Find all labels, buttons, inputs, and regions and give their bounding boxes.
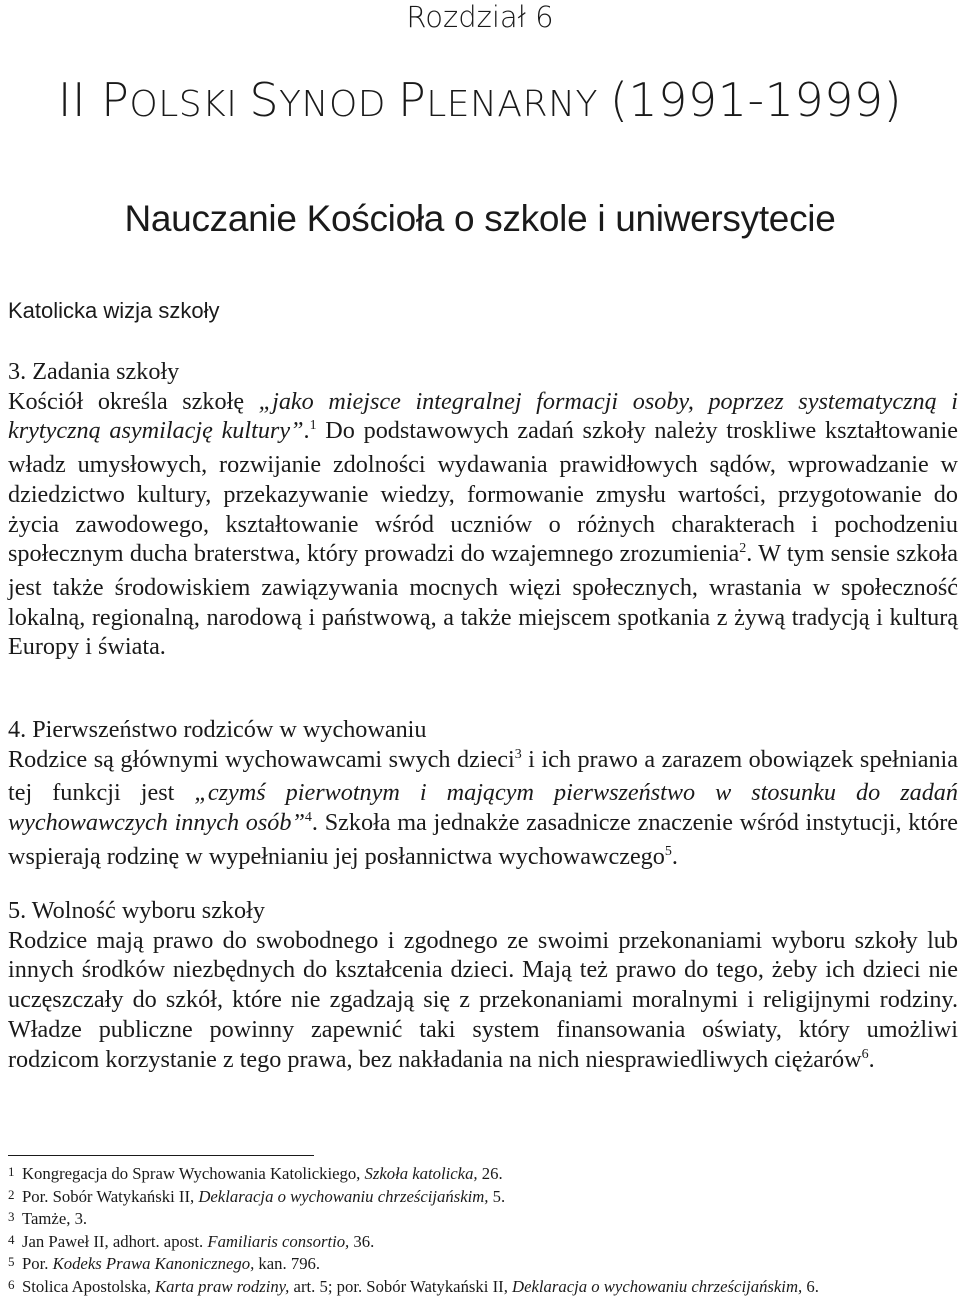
paragraph-text: Kościół określa szkołę — [8, 388, 259, 415]
footnote-title: Familiaris consortio, — [207, 1232, 349, 1251]
footnote-text: Por. — [22, 1254, 53, 1273]
footnote-text: 5. — [488, 1187, 505, 1206]
footnote-title: Szkoła katolicka, — [365, 1164, 478, 1183]
section-paragraph — [8, 745, 958, 876]
quote-text: „czymś pierwotnym i mającym pierwszeństwo w stosunku do zadań wychowawczych innych osób” — [8, 779, 958, 836]
chapter-title-part: II P — [58, 73, 130, 127]
footnote-text: art. 5; por. Sobór Watykański II, — [289, 1277, 512, 1296]
footnote-title: Deklaracja o wychowaniu chrześcijańskim, — [512, 1277, 802, 1296]
paragraph-text: Rodzice mają prawo do swobodnego i zgodnego ze swoimi przekonaniami wyboru szkoły lub innych środków niezbędnych do kształcenia dzieci. Mają też prawo do tego, żeby ich dzieci nie uczęszczały do szkół, które nie zgadzają się z przekonaniami moralnymi i religijnymi rodziny. Władze publiczne powinny zapewnić taki system finansowania oświaty, który umożliwi rodzicom korzystanie z tego prawa, bez nakładania na nich niesprawiedliwych ciężarów — [8, 927, 958, 1073]
section-heading: 4. Pierwszeństwo rodziców w wychowaniu — [8, 715, 958, 745]
section-paragraph — [8, 926, 958, 1079]
section-heading: 5. Wolność wyboru szkoły — [8, 896, 958, 926]
chapter-title-part: YNOD — [279, 84, 398, 125]
footnote-text: 26. — [478, 1164, 503, 1183]
chapter-title — [0, 70, 960, 135]
footnote-ref[interactable]: 3 — [515, 747, 522, 762]
section-5 — [8, 896, 958, 1078]
section-paragraph — [8, 387, 958, 662]
footnote-ref[interactable]: 1 — [310, 418, 317, 433]
footnote-title: Deklaracja o wychowaniu chrześcijańskim, — [198, 1187, 488, 1206]
section-heading: 3. Zadania szkoły — [8, 357, 958, 387]
paragraph-text: Do podstawowych zadań szkoły należy troskliwe kształtowanie władz umysłowych, rozwijanie zdolności wydawania prawidłowych sądów, wprowadzanie w dziedzictwo kultury, przekazywanie wiedzy, formowanie zmysłu wartości, przygotowanie do życia zawodowego, kształtowanie wśród uczniów o różnych charakterach i pochodzeniu społecznym ducha braterstwa, który prowadzi do wzajemnego zrozumienia — [8, 417, 958, 567]
section-title: Nauczanie Kościoła o szkole i uniwersytecie — [0, 195, 960, 243]
section-3 — [8, 357, 958, 662]
chapter-title-part: LENARNY — [426, 84, 610, 125]
footnote-divider — [8, 1155, 314, 1156]
footnote-ref[interactable]: 4 — [305, 810, 312, 825]
footnotes — [8, 1163, 960, 1298]
footnote-number: 2 — [8, 1184, 22, 1206]
paragraph-text: . W tym sensie szkoła jest także środowiskiem zawiązywania mocnych więzi społecznych, wrastania w społeczność lokalną, regionalną, narodową i państwową, a także miejscem spotkania z żywą tradycją i kulturą Europy i świata. — [8, 540, 958, 660]
footnote-text: 6. — [802, 1277, 819, 1296]
footnote-number: 6 — [8, 1274, 22, 1296]
chapter-title-part: (1991-1999) — [610, 73, 902, 127]
footnote-ref[interactable]: 5 — [665, 844, 672, 859]
footnote — [8, 1253, 960, 1276]
paragraph-text: . Szkoła ma jednakże zasadnicze znaczenie wśród instytucji, które wspierają rodzinę w wypełnianiu jej posłannictwa wychowawczego — [8, 809, 958, 870]
footnote-number: 4 — [8, 1229, 22, 1251]
footnote-text: Stolica Apostolska, — [22, 1277, 155, 1296]
footnote-text: Por. Sobór Watykański II, — [22, 1187, 198, 1206]
footnote-number: 1 — [8, 1161, 22, 1183]
footnote — [8, 1276, 960, 1298]
footnote — [8, 1163, 960, 1186]
paragraph-text: i ich prawo a zarazem obowiązek spełniania tej funkcji jest — [8, 746, 958, 807]
footnote-text: 36. — [349, 1232, 374, 1251]
subsection-title: Katolicka wizja szkoły — [8, 296, 220, 326]
paragraph-text: Rodzice są głównymi wychowawcami swych dzieci — [8, 746, 515, 773]
chapter-title-part: OLSKI — [129, 84, 249, 125]
footnote — [8, 1208, 960, 1231]
chapter-label: Rozdział 6 — [0, 0, 960, 34]
footnote-title: Karta praw rodziny, — [155, 1277, 289, 1296]
footnote-text: Tamże, 3. — [22, 1209, 87, 1228]
chapter-title-part: S — [249, 73, 279, 127]
paragraph-text: . — [304, 417, 310, 444]
footnote — [8, 1186, 960, 1209]
footnote-ref[interactable]: 6 — [862, 1047, 869, 1062]
chapter-title-part: P — [398, 73, 426, 127]
footnote-number: 3 — [8, 1206, 22, 1228]
section-4 — [8, 715, 958, 876]
paragraph-text: . — [869, 1046, 875, 1073]
quote-text: „jako miejsce integralnej formacji osoby, poprzez systematyczną i krytyczną asymilację kultury” — [8, 388, 958, 445]
footnote-text: Kongregacja do Spraw Wychowania Katolickiego, — [22, 1164, 365, 1183]
paragraph-text: . — [672, 843, 678, 870]
footnote-number: 5 — [8, 1251, 22, 1273]
footnote — [8, 1231, 960, 1254]
footnote-text: kan. 796. — [254, 1254, 320, 1273]
footnote-title: Kodeks Prawa Kanonicznego, — [53, 1254, 255, 1273]
footnote-text: Jan Paweł II, adhort. apost. — [22, 1232, 207, 1251]
footnote-ref[interactable]: 2 — [739, 541, 746, 556]
